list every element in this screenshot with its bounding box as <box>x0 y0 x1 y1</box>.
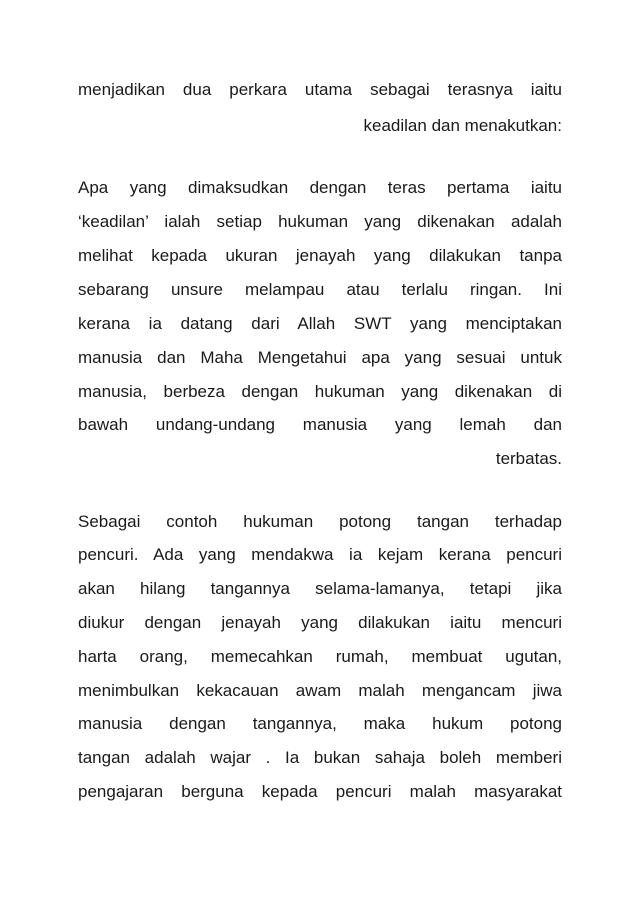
text-line: keadilan dan menakutkan: <box>363 116 562 135</box>
text-line: akan hilang tangannya selama-lamanya, tetapi jika <box>78 579 562 598</box>
text-line: ‘keadilan’ ialah setiap hukuman yang dikenakan adalah <box>78 212 562 231</box>
text-line: melihat kepada ukuran jenayah yang dilakukan tanpa <box>78 246 562 265</box>
text-line: pengajaran berguna kepada pencuri malah masyarakat <box>78 782 562 801</box>
text-line: manusia dengan tangannya, maka hukum potong <box>78 714 562 733</box>
text-line: menjadikan dua perkara utama sebagai terasnya iaitu <box>78 80 562 99</box>
text-line: menimbulkan kekacauan awam malah mengancam jiwa <box>78 681 562 700</box>
text-line: pencuri. Ada yang mendakwa ia kejam kerana pencuri <box>78 545 562 564</box>
text-line: sebarang unsure melampau atau terlalu ringan. Ini <box>78 280 562 299</box>
text-line: bawah undang-undang manusia yang lemah dan <box>78 415 562 434</box>
text-line: Apa yang dimaksudkan dengan teras pertama iaitu <box>78 178 562 197</box>
text-line: tangan adalah wajar . Ia bukan sahaja boleh memberi <box>78 748 562 767</box>
text-line: manusia dan Maha Mengetahui apa yang sesuai untuk <box>78 348 562 367</box>
text-line: terbatas. <box>495 449 562 468</box>
text-line: kerana ia datang dari Allah SWT yang menciptakan <box>78 314 562 333</box>
text-line: manusia, berbeza dengan hukuman yang dikenakan di <box>78 382 562 401</box>
text-line: diukur dengan jenayah yang dilakukan iaitu mencuri <box>78 613 562 632</box>
text-line: harta orang, memecahkan rumah, membuat ugutan, <box>78 647 562 666</box>
text-line: Sebagai contoh hukuman potong tangan terhadap <box>78 512 562 531</box>
